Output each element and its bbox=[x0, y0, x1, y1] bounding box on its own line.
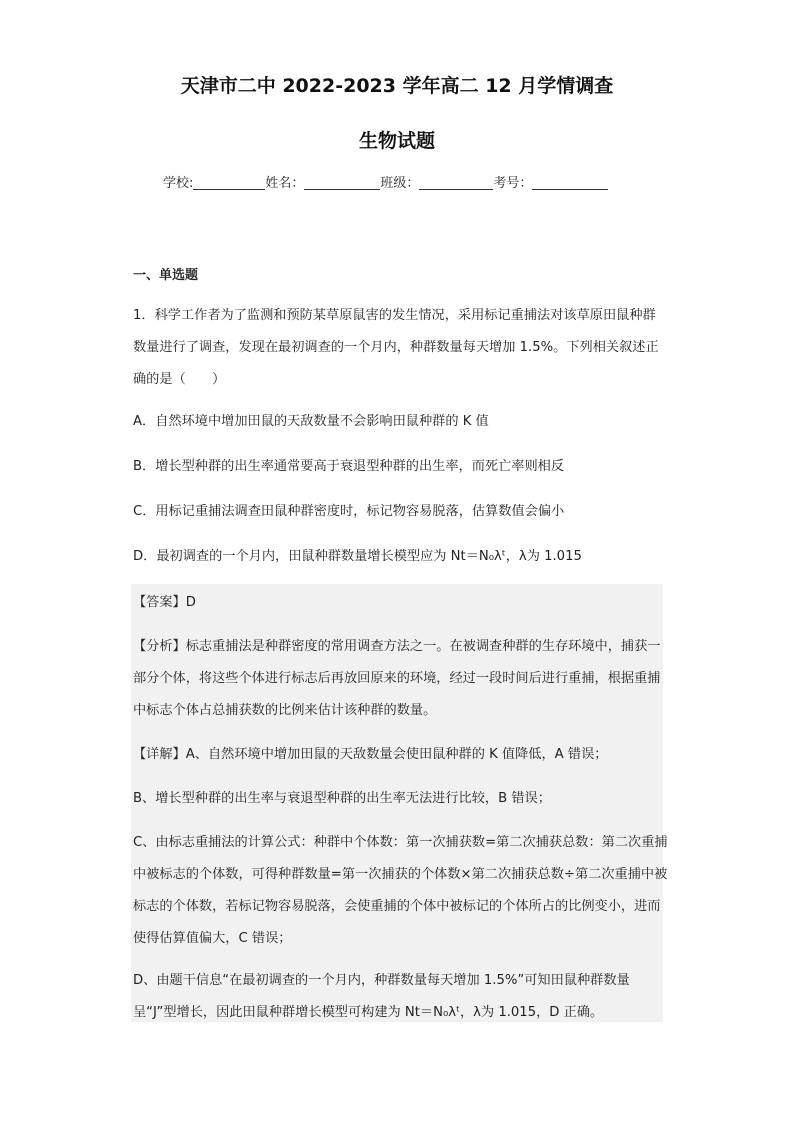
detail-b: B、增长型种群的出生率与衰退型种群的出生率无法进行比较，B 错误； bbox=[133, 791, 551, 806]
detail-a: 【详解】A、自然环境中增加田鼠的天敌数量会使田鼠种群的 K 值降低，A 错误； bbox=[133, 747, 608, 762]
name-label: 姓名： bbox=[265, 176, 305, 191]
question-stem: 1．科学工作者为了监测和预防某草原鼠害的发生情况，采用标记重捕法对该草原田鼠种群数量进行了调查，发现在最初调查的一个月内，种群数量每天增加 1.5%。下列相关叙述正确的是（ ） bbox=[133, 308, 659, 387]
student-info-row bbox=[163, 172, 608, 191]
detail-d: D、由题干信息“在最初调查的一个月内，种群数量每天增加 1.5%”可知田鼠种群数量呈“J”型增长，因此田鼠种群增长模型可构建为 Nt＝N₀λᵗ，λ为 1.015，D 正确。 bbox=[133, 973, 630, 1020]
analysis-text: 【分析】标志重捕法是种群密度的常用调查方法之一。在被调查种群的生存环境中，捕获一部分个体，将这些个体进行标志后再放回原来的环境，经过一段时间后进行重捕，根据重捕中标志个体占总捕获数的比例来估计该种群的数量。 bbox=[133, 639, 661, 718]
class-blank bbox=[419, 175, 493, 190]
document-title: 天津市二中 2022-2023 学年高二 12 月学情调查 bbox=[180, 75, 614, 97]
class-label: 班级： bbox=[380, 176, 420, 191]
option-a: A．自然环境中增加田鼠的天敌数量不会影响田鼠种群的 K 值 bbox=[133, 414, 489, 429]
school-label: 学校: bbox=[163, 176, 194, 191]
option-d: D．最初调查的一个月内，田鼠种群数量增长模型应为 Nt＝N₀λᵗ，λ为 1.015 bbox=[133, 549, 582, 564]
name-blank bbox=[304, 175, 380, 190]
exam-number-blank bbox=[532, 175, 608, 190]
option-b: B．增长型种群的出生率通常要高于衰退型种群的出生率，而死亡率则相反 bbox=[133, 459, 565, 474]
detail-c: C、由标志重捕法的计算公式：种群中个体数：第一次捕获数=第二次捕获总数：第二次重捕中被标志的个体数，可得种群数量=第一次捕获的个体数×第二次捕获总数÷第二次重捕中被标志的个体数，若标记物容易脱落，会使重捕的个体中被标记的个体所占的比例变小，进而使得估算值偏大，C 错误； bbox=[133, 835, 668, 946]
answer-line: 【答案】D bbox=[133, 595, 196, 610]
option-c: C．用标记重捕法调查田鼠种群密度时，标记物容易脱落，估算数值会偏小 bbox=[133, 504, 565, 519]
section-title: 一、单选题 bbox=[133, 268, 199, 283]
school-blank bbox=[193, 175, 265, 190]
exam-number-label: 考号： bbox=[493, 176, 533, 191]
document-subtitle: 生物试题 bbox=[358, 130, 435, 152]
